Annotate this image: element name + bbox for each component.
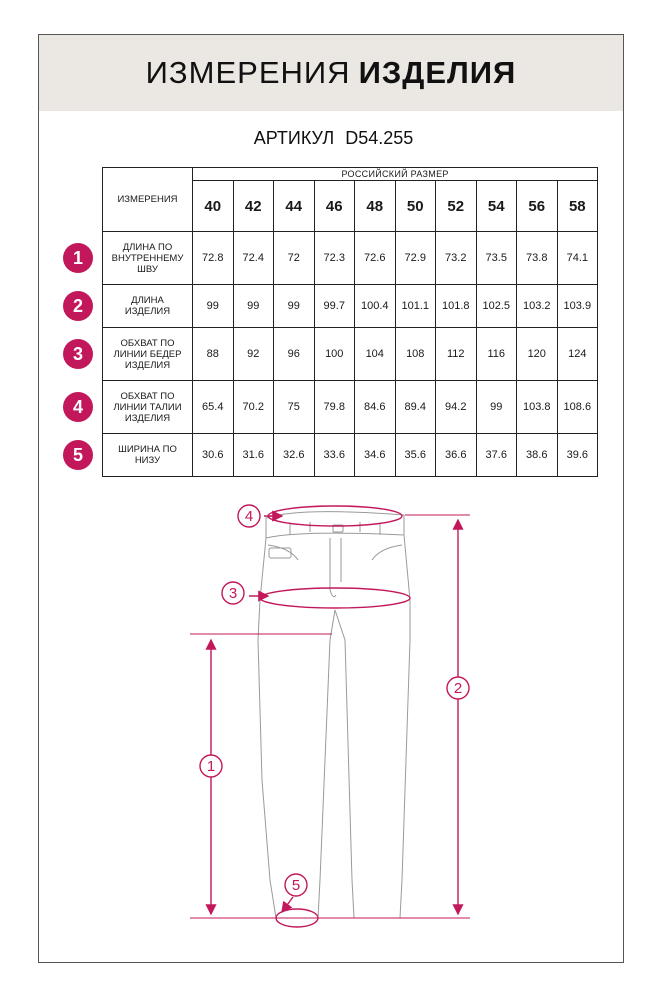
value-cell: 32.6 — [274, 434, 315, 477]
size-header-cell: 40 — [193, 181, 234, 232]
value-cell: 104 — [355, 328, 396, 381]
pants-outline — [258, 512, 410, 918]
row-label: ШИРИНА ПО НИЗУ — [103, 434, 193, 477]
value-cell: 65.4 — [193, 381, 234, 434]
marker-5-label: 5 — [291, 877, 301, 894]
value-cell: 100.4 — [355, 285, 396, 328]
value-cell: 99 — [274, 285, 315, 328]
value-cell: 79.8 — [314, 381, 355, 434]
marker-4-label: 4 — [244, 508, 254, 525]
value-cell: 30.6 — [193, 434, 234, 477]
row-label: ОБХВАТ ПО ЛИНИИ БЕДЕР ИЗДЕЛИЯ — [103, 328, 193, 381]
size-header-cell: 46 — [314, 181, 355, 232]
value-cell: 72.8 — [193, 232, 234, 285]
value-cell: 73.2 — [436, 232, 477, 285]
value-cell: 37.6 — [476, 434, 517, 477]
value-cell: 88 — [193, 328, 234, 381]
value-cell: 72.3 — [314, 232, 355, 285]
diagram-markers — [200, 505, 469, 896]
size-header-cell: 48 — [355, 181, 396, 232]
value-cell: 99 — [193, 285, 234, 328]
value-cell: 70.2 — [233, 381, 274, 434]
value-cell: 72.4 — [233, 232, 274, 285]
size-header-cell: 58 — [557, 181, 598, 232]
marker-2-label: 2 — [453, 680, 463, 697]
article-code: D54.255 — [345, 128, 414, 148]
value-cell: 74.1 — [557, 232, 598, 285]
value-cell: 92 — [233, 328, 274, 381]
value-cell: 75 — [274, 381, 315, 434]
marker-3-label: 3 — [228, 585, 238, 602]
diagram-marker-labels — [207, 508, 462, 894]
value-cell: 103.9 — [557, 285, 598, 328]
measure-header: ИЗМЕРЕНИЯ — [103, 168, 193, 232]
row-number-badge: 2 — [63, 291, 93, 321]
value-cell: 103.8 — [517, 381, 558, 434]
value-cell: 100 — [314, 328, 355, 381]
value-cell: 89.4 — [395, 381, 436, 434]
value-cell: 34.6 — [355, 434, 396, 477]
value-cell: 108.6 — [557, 381, 598, 434]
row-label: ОБХВАТ ПО ЛИНИИ ТАЛИИ ИЗДЕЛИЯ — [103, 381, 193, 434]
value-cell: 96 — [274, 328, 315, 381]
title-bold: ИЗДЕЛИЯ — [358, 55, 517, 90]
value-cell: 103.2 — [517, 285, 558, 328]
value-cell: 72 — [274, 232, 315, 285]
value-cell: 99 — [233, 285, 274, 328]
size-group-header: РОССИЙСКИЙ РАЗМЕР — [193, 168, 598, 181]
row-number-badge: 3 — [63, 339, 93, 369]
waist-ellipse — [268, 506, 402, 526]
value-cell: 84.6 — [355, 381, 396, 434]
size-header-cell: 54 — [476, 181, 517, 232]
value-cell: 94.2 — [436, 381, 477, 434]
size-header-cell: 42 — [233, 181, 274, 232]
value-cell: 36.6 — [436, 434, 477, 477]
title-light: ИЗМЕРЕНИЯ — [145, 55, 351, 90]
value-cell: 101.1 — [395, 285, 436, 328]
size-header-cell: 56 — [517, 181, 558, 232]
hip-ellipse — [260, 588, 410, 608]
value-cell: 73.8 — [517, 232, 558, 285]
value-cell: 99.7 — [314, 285, 355, 328]
value-cell: 33.6 — [314, 434, 355, 477]
value-cell: 72.9 — [395, 232, 436, 285]
value-cell: 38.6 — [517, 434, 558, 477]
row-number-badge: 4 — [63, 392, 93, 422]
row-number-badge: 5 — [63, 440, 93, 470]
value-cell: 102.5 — [476, 285, 517, 328]
value-cell: 112 — [436, 328, 477, 381]
size-header-cell: 50 — [395, 181, 436, 232]
row-label: ДЛИНА ИЗДЕЛИЯ — [103, 285, 193, 328]
value-cell: 116 — [476, 328, 517, 381]
value-cell: 124 — [557, 328, 598, 381]
value-cell: 72.6 — [355, 232, 396, 285]
value-cell: 101.8 — [436, 285, 477, 328]
marker-1-label: 1 — [206, 758, 216, 775]
value-cell: 99 — [476, 381, 517, 434]
value-cell: 120 — [517, 328, 558, 381]
value-cell: 31.6 — [233, 434, 274, 477]
value-cell: 73.5 — [476, 232, 517, 285]
value-cell: 39.6 — [557, 434, 598, 477]
value-cell: 35.6 — [395, 434, 436, 477]
size-header-cell: 52 — [436, 181, 477, 232]
size-header-cell: 44 — [274, 181, 315, 232]
value-cell: 108 — [395, 328, 436, 381]
row-label: ДЛИНА ПО ВНУТРЕННЕМУ ШВУ — [103, 232, 193, 285]
article-label: АРТИКУЛ — [253, 128, 335, 148]
row-number-badge: 1 — [63, 243, 93, 273]
